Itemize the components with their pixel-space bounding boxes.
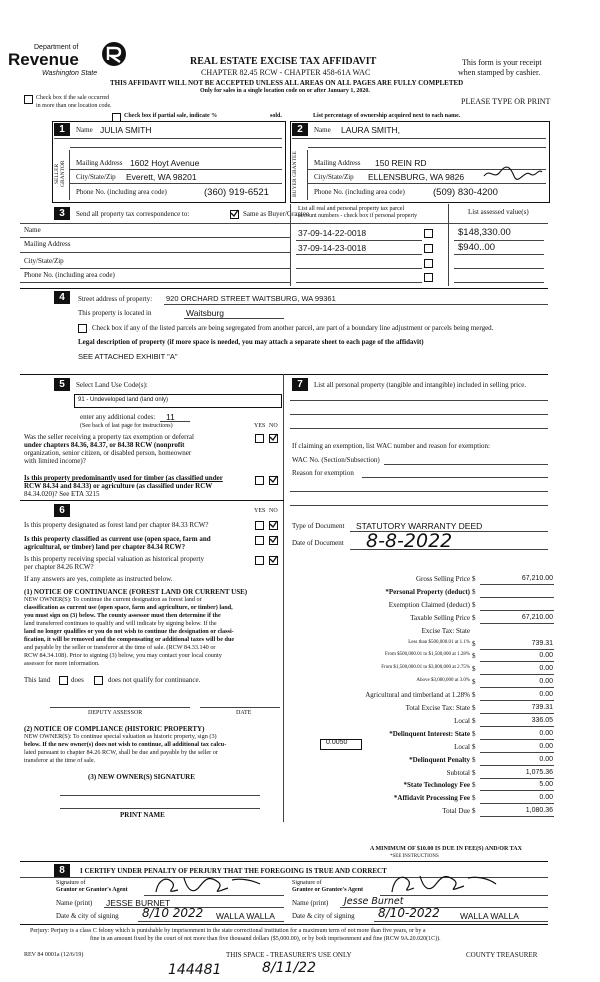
doc-type-label: Type of Document bbox=[292, 522, 345, 530]
legal-label: Legal description of property (if more space is needed, you may attach a separate sheet to each page of the affidavit) bbox=[78, 338, 424, 346]
s6-q3-yes-checkbox[interactable] bbox=[255, 556, 264, 565]
personal-property-label: List all personal property (tangible and intangible) included in selling price. bbox=[314, 381, 527, 389]
minimum-due-note: A MINIMUM OF $10.00 IS DUE IN FEE(S) AND/OR TAX bbox=[370, 846, 522, 852]
s5-q1-line2: under chapters 84.36, 84.37, or 84.38 RCW (nonprofit bbox=[24, 441, 185, 449]
s6-q2-no-check-icon bbox=[269, 535, 278, 544]
s6-q1: Is this property designated as forest land per chapter 84.33 RCW? bbox=[24, 521, 209, 529]
rev-number: REV 84 0001a (12/6/19) bbox=[24, 952, 84, 958]
tax-row-label: Total Excise Tax: State bbox=[405, 704, 470, 712]
dollar-sign: $ bbox=[472, 794, 476, 802]
perjury-line-1: Perjury: Perjury is a class C felony which is punishable by imprisonment in the state correctional institution for a maximum term of not more than five years, or by a bbox=[30, 928, 426, 934]
s3-phone-label: Phone No. (including area code) bbox=[24, 271, 115, 279]
grantor-date[interactable]: 8/10 2022 bbox=[142, 906, 204, 920]
property-street[interactable]: 920 ORCHARD STREET WAITSBURG, WA 99361 bbox=[166, 294, 336, 303]
notice-2-body: NEW OWNER(S): To continue special valuation as historic property, sign (3) below. If the new owner(s) does not wish to continue, all additional tax calcu- lated pursuant to chapter 84.26 RCW, shall be due and payable by the seller or transferor at the time of sale. bbox=[24, 733, 227, 764]
dollar-sign: $ bbox=[472, 665, 476, 673]
dept-logo-text: Revenue bbox=[8, 50, 79, 69]
tax-row-label: *State Technology Fee bbox=[403, 781, 470, 789]
tax-row-label: *Delinquent Interest: State bbox=[389, 730, 470, 738]
buyer-phone-label: Phone No. (including area code) bbox=[314, 188, 405, 196]
grantor-name[interactable]: JESSE BURNET bbox=[106, 898, 171, 908]
seller-phone[interactable]: (360) 919-6521 bbox=[204, 187, 269, 198]
only-for-note: Only for sales in a single location code on or after January 1, 2020. bbox=[200, 88, 370, 94]
tax-row-label: Local bbox=[454, 717, 470, 725]
dollar-sign: $ bbox=[472, 756, 476, 764]
notice-2-title: (2) NOTICE OF COMPLIANCE (HISTORIC PROPERTY) bbox=[24, 725, 205, 733]
s6-ifany: If any answers are yes, complete as instructed below. bbox=[24, 575, 173, 583]
property-location[interactable]: Waitsburg bbox=[186, 308, 224, 318]
same-as-buyer-check-icon bbox=[230, 209, 239, 218]
s5-q2-no-check-icon bbox=[269, 475, 278, 484]
dollar-sign: $ bbox=[472, 807, 476, 815]
ownership-pct-note: List percentage of ownership acquired next to each name. bbox=[313, 113, 461, 119]
parcel-personal-checkbox-3[interactable] bbox=[424, 259, 433, 268]
buyer-name-label: Name bbox=[314, 126, 331, 134]
tax-row-label: *Affidavit Processing Fee bbox=[393, 794, 470, 802]
grantee-signature-label-2: Grantee or Grantee's Agent bbox=[292, 887, 364, 893]
land-use-label: Select Land Use Code(s): bbox=[76, 381, 148, 389]
s3-city-label: City/State/Zip bbox=[24, 257, 64, 265]
type-or-print: PLEASE TYPE OR PRINT bbox=[461, 97, 551, 106]
certify-statement: I CERTIFY UNDER PENALTY OF PERJURY THAT THE FOREGOING IS TRUE AND CORRECT bbox=[80, 867, 387, 875]
dollar-sign: $ bbox=[472, 601, 476, 609]
dollar-sign: $ bbox=[472, 575, 476, 583]
s5-q2-yes-checkbox[interactable] bbox=[255, 476, 264, 485]
parcel-header-2: account numbers - check box if personal property bbox=[298, 213, 418, 219]
wac-label: WAC No. (Section/Subsection) bbox=[292, 456, 380, 464]
tax-row-value[interactable]: 1,075.36 bbox=[525, 769, 553, 776]
buyer-city-label: City/State/Zip bbox=[314, 173, 354, 181]
dollar-sign: $ bbox=[472, 588, 476, 596]
tax-row-label: Above $3,000,000 at 3.0% bbox=[416, 678, 470, 683]
parcel-number-1[interactable]: 37-09-14-22-0018 bbox=[298, 228, 367, 238]
partial-sale-label: Check box if partial sale, indicate % bbox=[124, 113, 218, 119]
parcel-personal-checkbox-1[interactable] bbox=[424, 229, 433, 238]
tax-row-label: Excise Tax: State bbox=[421, 627, 470, 635]
section-4-number: 4 bbox=[54, 291, 70, 304]
grantee-signature-label-1: Signature of bbox=[292, 880, 322, 886]
buyer-city[interactable]: ELLENSBURG, WA 9826 bbox=[368, 172, 465, 182]
tax-row-label: From $500,000.01 to $1,500,000 at 1.28% bbox=[385, 652, 470, 657]
tax-row-value[interactable]: 739.31 bbox=[531, 640, 553, 647]
multi-location-label: Check box if the sale occurred bbox=[36, 95, 110, 101]
doc-date[interactable]: 8-8-2022 bbox=[366, 530, 453, 552]
s6-yes-header: YES bbox=[254, 508, 266, 514]
multi-location-checkbox[interactable] bbox=[24, 95, 33, 104]
grantee-date-label: Date & city of signing bbox=[292, 912, 355, 920]
see-back-note: (See back of last page for instructions) bbox=[80, 423, 173, 429]
s6-q3-no-check-icon bbox=[269, 555, 278, 564]
section-6-number: 6 bbox=[54, 504, 70, 517]
section-5-number: 5 bbox=[54, 378, 70, 391]
receipt-note-2: when stamped by cashier. bbox=[458, 68, 541, 77]
seller-mailing[interactable]: 1602 Hoyt Avenue bbox=[130, 158, 200, 168]
print-name-label: PRINT NAME bbox=[120, 811, 165, 819]
grantor-signature-label-2: Grantor or Grantor's Agent bbox=[56, 887, 128, 893]
dollar-sign: $ bbox=[472, 678, 476, 686]
new-owner-signature-title: (3) NEW OWNER(S) SIGNATURE bbox=[88, 773, 195, 781]
section-2-number: 2 bbox=[292, 123, 308, 136]
tax-row-value[interactable]: 5.00 bbox=[539, 781, 553, 788]
dollar-sign: $ bbox=[472, 781, 476, 789]
grantor-signature-label-1: Signature of bbox=[56, 880, 86, 886]
s5-no-header: NO bbox=[269, 423, 278, 429]
parcel-personal-checkbox-2[interactable] bbox=[424, 244, 433, 253]
assessed-header: List assessed value(s) bbox=[468, 208, 529, 216]
section-8-number: 8 bbox=[54, 864, 70, 877]
tax-row-value[interactable]: 0.00 bbox=[539, 665, 553, 672]
tax-row-value[interactable]: 0.00 bbox=[539, 730, 553, 737]
exemption-label: If claiming an exemption, list WAC number and reason for exemption: bbox=[292, 442, 490, 450]
buyer-grantee-label: BUYER GRANTEE bbox=[292, 151, 298, 197]
legal-description[interactable]: SEE ATTACHED EXHIBIT "A" bbox=[78, 352, 178, 361]
s5-q1-line3: organization, senior citizen, or disabled person, homeowner bbox=[24, 449, 192, 457]
notice-1-title: (1) NOTICE OF CONTINUANCE (FOREST LAND OR CURRENT USE) bbox=[24, 588, 248, 596]
receipt-note-1: This form is your receipt bbox=[462, 58, 542, 67]
land-does-not-label: does not qualify for continuance. bbox=[108, 676, 201, 684]
additional-codes[interactable]: 11 bbox=[166, 412, 175, 422]
tax-row-label: Taxable Selling Price bbox=[410, 614, 470, 622]
notice-1-body: NEW OWNER(S): To continue the current designation as forest land or classification as current use (open space, farm and agriculture, or timber) land, you must sign on (3) below. The county assessor must then determine if the land transferred continues to qualify and will indicate by signing below. If the land no longer qualifies or you do not wish to continue the designation or classi- fication, it will be removed and the compensating or additional taxes will be due and payable by the seller or transferor at the time of sale. (RCW 84.33.140 or RCW 84.34.108). Prior to signing (3) below, you may contact your local county assessor for more information. bbox=[24, 596, 235, 667]
s5-q1-line1: Was the seller receiving a property tax exemption or deferral bbox=[24, 433, 194, 441]
grantee-name-label: Name (print) bbox=[292, 899, 329, 907]
seller-city-label: City/State/Zip bbox=[76, 173, 116, 181]
section-1-number: 1 bbox=[54, 123, 70, 136]
land-does-label: does bbox=[71, 676, 84, 684]
tax-row-value[interactable]: 1,080.36 bbox=[525, 807, 553, 814]
s6-q3-line2: per chapter 84.26 RCW? bbox=[24, 563, 94, 571]
local-rate: 0.0050 bbox=[326, 739, 348, 746]
s5-q1-yes-checkbox[interactable] bbox=[255, 434, 264, 443]
tax-row-value[interactable]: 67,210.00 bbox=[521, 575, 553, 582]
parcel-personal-checkbox-4[interactable] bbox=[424, 273, 433, 282]
scribble-mark-icon bbox=[482, 164, 544, 182]
land-use-value: 91 - Undeveloped land (land only) bbox=[78, 397, 169, 403]
tax-row-label: Exemption Claimed (deduct) bbox=[388, 601, 470, 609]
same-as-buyer-label: Same as Buyer/Grantee bbox=[243, 210, 310, 218]
grantee-city[interactable]: WALLA WALLA bbox=[460, 911, 519, 921]
dollar-sign: $ bbox=[472, 614, 476, 622]
s5-q1-no-check-icon bbox=[269, 433, 278, 442]
seller-name-label: Name bbox=[76, 126, 93, 134]
grantee-signature[interactable] bbox=[384, 870, 504, 898]
perjury-line-2: fine in an amount fixed by the court of not more than five thousand dollars ($5,000.00), or by both imprisonment and fine (RCW 9A.20.020(1C)). bbox=[90, 936, 441, 942]
tax-row-label: Gross Selling Price bbox=[415, 575, 470, 583]
tax-row-label: Agricultural and timberland at 1.28% bbox=[365, 691, 470, 699]
located-label: This property is located in bbox=[78, 309, 152, 317]
tax-row-label: Less than $500,000.01 at 1.1% bbox=[408, 640, 470, 645]
grantee-name[interactable]: Jesse Burnet bbox=[344, 896, 404, 907]
deputy-date-label: DATE bbox=[236, 710, 252, 716]
buyer-name[interactable]: LAURA SMITH, bbox=[341, 125, 401, 135]
see-instructions-note: *SEE INSTRUCTIONS bbox=[390, 854, 439, 859]
dept-state: Washington State bbox=[42, 70, 98, 77]
tax-row-value[interactable]: 739.31 bbox=[531, 704, 553, 711]
grantee-date[interactable]: 8/10-2022 bbox=[378, 906, 440, 920]
doc-date-label: Date of Document bbox=[292, 539, 344, 547]
section-7-number: 7 bbox=[292, 378, 308, 391]
s5-q1-line4: with limited income)? bbox=[24, 457, 86, 465]
parcel-number-2[interactable]: 37-09-14-23-0018 bbox=[298, 243, 367, 253]
buyer-mailing[interactable]: 150 REIN RD bbox=[375, 158, 427, 168]
dollar-sign: $ bbox=[472, 769, 476, 777]
parcel-value-1[interactable]: $148,330.00 bbox=[458, 227, 511, 238]
county-treasurer-label: COUNTY TREASURER bbox=[466, 951, 538, 959]
this-land-label: This land bbox=[24, 676, 51, 684]
dollar-sign: $ bbox=[472, 640, 476, 648]
tax-row-value[interactable]: 336.05 bbox=[531, 717, 553, 724]
s5-yes-header: YES bbox=[254, 423, 266, 429]
s5-q2-line3: 84.34.020)? See ETA 3215 bbox=[24, 490, 100, 498]
tax-row-label: Total Due bbox=[442, 807, 470, 815]
handwritten-number: 144481 bbox=[168, 962, 222, 978]
s3-mailing-label: Mailing Address bbox=[24, 240, 71, 248]
tax-row-label: Subtotal bbox=[446, 769, 470, 777]
grantor-city[interactable]: WALLA WALLA bbox=[216, 911, 275, 921]
seller-city[interactable]: Everett, WA 98201 bbox=[126, 172, 197, 182]
grantor-date-label: Date & city of signing bbox=[56, 912, 119, 920]
s6-q3-line1: Is this property receiving special valuation as historical property bbox=[24, 555, 205, 563]
tax-row-value[interactable]: 67,210.00 bbox=[521, 614, 553, 621]
s6-no-header: NO bbox=[269, 508, 278, 514]
parcel-header-1: List all real and personal property tax parcel bbox=[298, 206, 405, 212]
street-label: Street address of property: bbox=[78, 295, 153, 303]
tax-row-value[interactable]: 0.00 bbox=[539, 794, 553, 801]
dollar-sign: $ bbox=[472, 652, 476, 660]
buyer-mailing-label: Mailing Address bbox=[314, 159, 361, 167]
dollar-sign: $ bbox=[472, 691, 476, 699]
treasurer-space-label: THIS SPACE - TREASURER'S USE ONLY bbox=[226, 951, 352, 959]
segregated-checkbox[interactable] bbox=[78, 324, 87, 333]
section-3-number: 3 bbox=[54, 207, 70, 220]
parcel-value-2[interactable]: $940..00 bbox=[458, 242, 495, 253]
form-warning: THIS AFFIDAVIT WILL NOT BE ACCEPTED UNLESS ALL AREAS ON ALL PAGES ARE FULLY COMPLETED bbox=[110, 79, 464, 87]
tax-row-label: Local bbox=[454, 743, 470, 751]
tax-row-label: *Delinquent Penalty bbox=[409, 756, 470, 764]
s5-q2-line1: Is this property predominantly used for timber (as classified under bbox=[24, 474, 223, 482]
tax-row-value[interactable]: 0.00 bbox=[539, 756, 553, 763]
tax-row-value[interactable]: 0.00 bbox=[539, 743, 553, 750]
s5-q2-line2: RCW 84.34 and 84.33) or agriculture (as classified under RCW bbox=[24, 482, 213, 490]
dollar-sign: $ bbox=[472, 730, 476, 738]
multi-location-label-2: in more than one location code. bbox=[36, 103, 112, 109]
seller-mailing-label: Mailing Address bbox=[76, 159, 123, 167]
tax-row-label: *Personal Property (deduct) bbox=[385, 588, 470, 596]
s6-q1-no-check-icon bbox=[269, 520, 278, 529]
dept-label: Department of bbox=[34, 44, 79, 51]
s6-q2-yes-checkbox[interactable] bbox=[255, 536, 264, 545]
handwritten-date: 8/11/22 bbox=[262, 960, 316, 976]
land-does-checkbox[interactable] bbox=[59, 676, 68, 685]
seller-name[interactable]: JULIA SMITH bbox=[100, 125, 152, 135]
buyer-phone[interactable]: (509) 830-4200 bbox=[433, 187, 498, 198]
grantor-name-label: Name (print) bbox=[56, 899, 93, 907]
seller-phone-label: Phone No. (including area code) bbox=[76, 188, 167, 196]
tax-row-value[interactable]: 0.00 bbox=[539, 678, 553, 685]
doc-type[interactable]: STATUTORY WARRANTY DEED bbox=[356, 521, 483, 531]
tax-row-label: From $1,500,000.01 to $3,000,000 at 2.75% bbox=[381, 665, 470, 670]
dollar-sign: $ bbox=[472, 704, 476, 712]
additional-codes-label: enter any additional codes: bbox=[80, 413, 156, 421]
send-correspondence-label: Send all property tax correspondence to: bbox=[76, 210, 190, 218]
s3-name-label: Name bbox=[24, 226, 41, 234]
sold-label: sold. bbox=[270, 113, 282, 119]
form-title: REAL ESTATE EXCISE TAX AFFIDAVIT bbox=[190, 56, 377, 67]
tax-row-value[interactable]: 0.00 bbox=[539, 652, 553, 659]
s6-q2-line2: agricultural, or timber) land per chapter 84.34 RCW? bbox=[24, 543, 186, 551]
land-does-not-checkbox[interactable] bbox=[94, 676, 103, 685]
s6-q2-line1: Is this property classified as current use (open space, farm and bbox=[24, 535, 211, 543]
seller-grantor-label: SELLER GRANTOR bbox=[54, 160, 66, 188]
dollar-sign: $ bbox=[472, 743, 476, 751]
exemption-reason-label: Reason for exemption bbox=[292, 469, 354, 477]
s6-q1-yes-checkbox[interactable] bbox=[255, 521, 264, 530]
tax-row-value[interactable]: 0.00 bbox=[539, 691, 553, 698]
dollar-sign: $ bbox=[472, 717, 476, 725]
dor-logo-icon bbox=[100, 40, 130, 68]
deputy-assessor-label: DEPUTY ASSESSOR bbox=[88, 710, 143, 716]
form-chapter: CHAPTER 82.45 RCW - CHAPTER 458-61A WAC bbox=[201, 68, 371, 77]
segregated-label: Check box if any of the listed parcels are being segregated from another parcel, are part of a boundary line adjustment or parcels being merged. bbox=[92, 324, 494, 332]
